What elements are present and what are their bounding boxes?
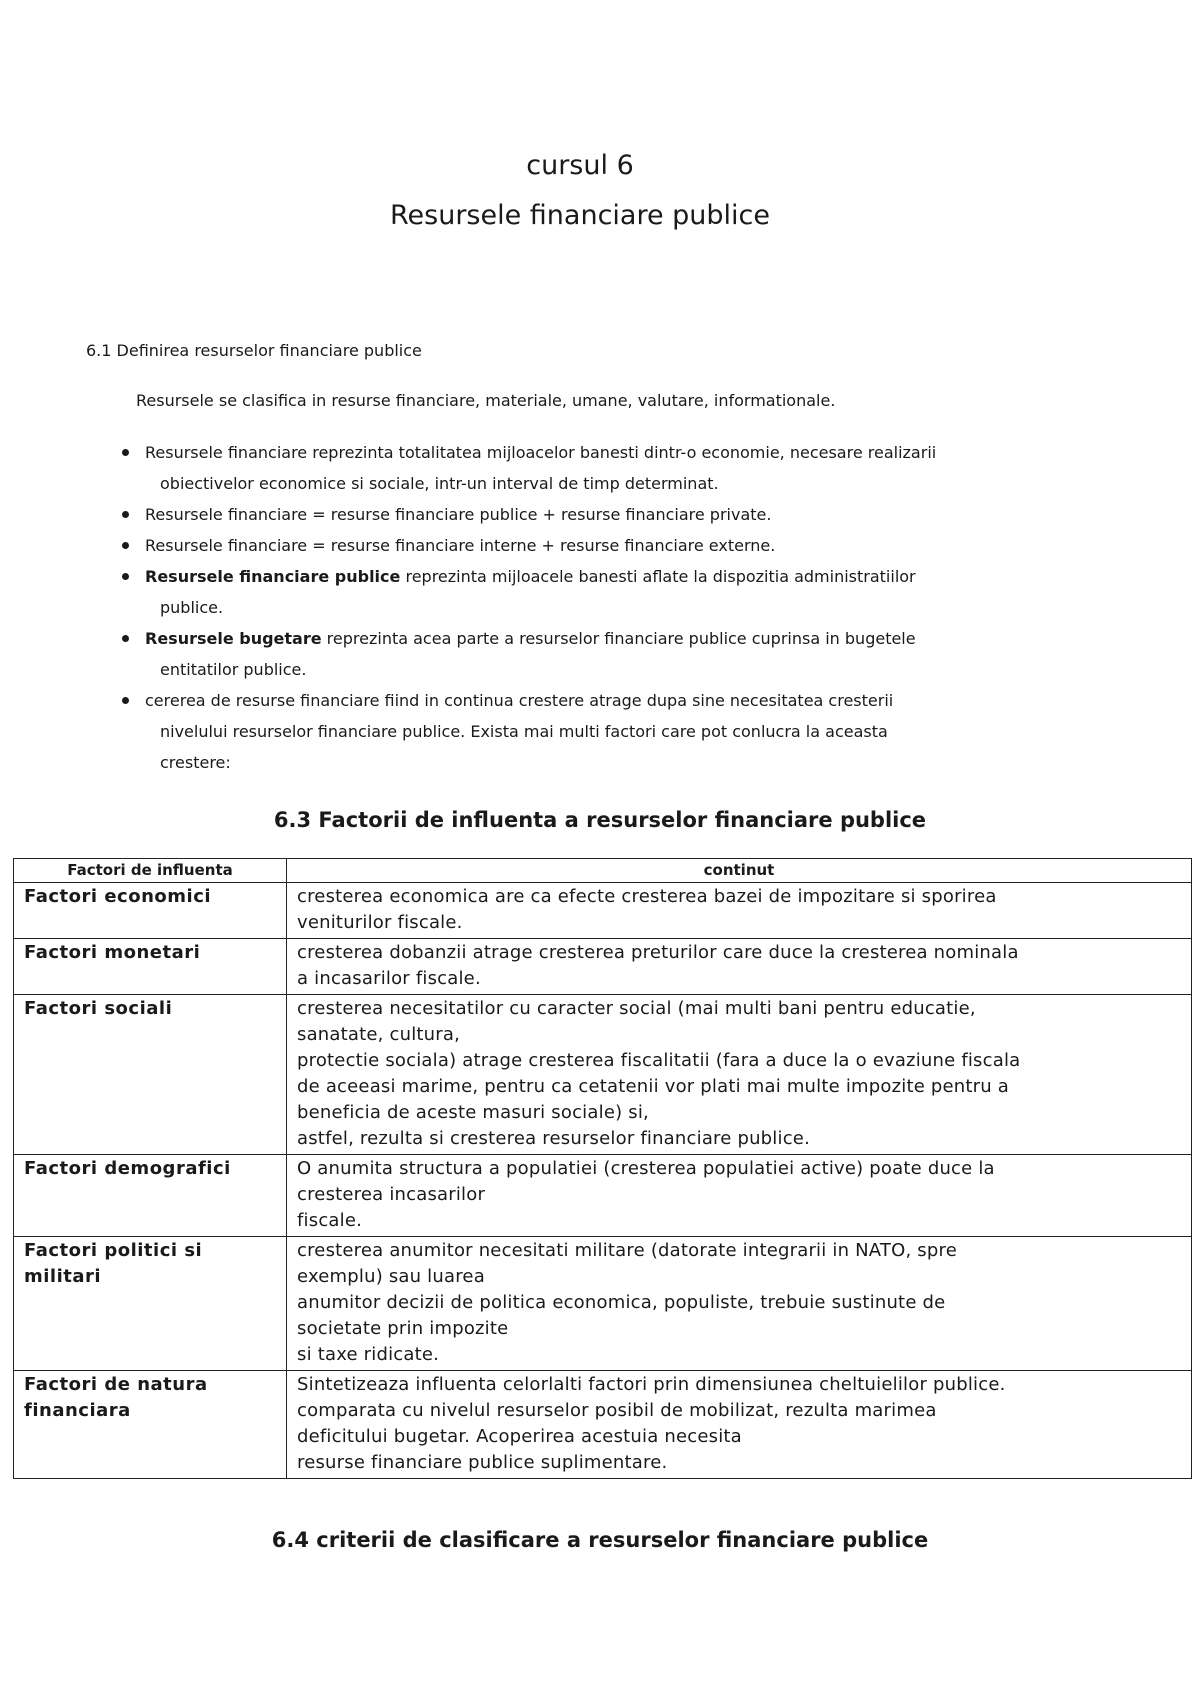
- factor-content-cell: [287, 939, 1192, 995]
- content-line: cresterea economica are ca efecte cresterea bazei de impozitare si sporirea: [297, 886, 997, 907]
- list-item: Resursele financiare publice reprezinta mijloacele banesti aflate la dispozitia administratiilor publice.: [118, 561, 1058, 623]
- table-row: [14, 883, 1192, 939]
- bullet-icon: [122, 573, 129, 580]
- factor-content-cell: [287, 1371, 1192, 1479]
- column-header-content: continut: [287, 859, 1192, 883]
- page-title: Resursele financiare publice: [389, 200, 771, 231]
- list-item: Resursele financiare = resurse financiare interne + resurse financiare externe.: [118, 530, 1058, 561]
- bullet-icon: [122, 511, 129, 518]
- content-line: protectie sociala) atrage cresterea fiscalitatii (fara a duce la o evaziune fiscala: [297, 1050, 1021, 1071]
- list-item: Resursele bugetare reprezinta acea parte a resurselor financiare publice cuprinsa in bugetele entitatilor publice.: [118, 623, 1058, 685]
- content-line: comparata cu nivelul resurselor posibil de mobilizat, rezulta marimea: [297, 1400, 937, 1421]
- list-item: Resursele financiare = resurse financiare publice + resurse financiare private.: [118, 499, 1058, 530]
- factor-content-cell: [287, 883, 1192, 939]
- resources-bullet-list: [118, 437, 1058, 778]
- bullet-icon: [122, 542, 129, 549]
- factors-table: [13, 858, 1192, 1479]
- column-header-factor: Factori de influenta: [14, 859, 287, 883]
- factor-content-cell: [287, 995, 1192, 1155]
- content-line: Sintetizeaza influenta celorlalti factori prin dimensiunea cheltuielilor publice.: [297, 1374, 1006, 1395]
- table-header-row: [14, 859, 1192, 883]
- content-line: anumitor decizii de politica economica, populiste, trebuie sustinute de: [297, 1292, 946, 1313]
- factor-content-cell: [287, 1155, 1192, 1237]
- content-line: a incasarilor fiscale.: [297, 968, 481, 989]
- factor-name-cell: Factori economici: [14, 883, 287, 939]
- content-line: cresterea incasarilor: [297, 1184, 486, 1205]
- content-line: cresterea anumitor necesitati militare (datorate integrarii in NATO, spre: [297, 1240, 957, 1261]
- content-line: deficitului bugetar. Acoperirea acestuia necesita: [297, 1426, 742, 1447]
- content-line: exemplu) sau luarea: [297, 1266, 485, 1287]
- section-63-heading: 6.3 Factorii de influenta a resurselor financiare publice: [273, 808, 927, 832]
- table-row: [14, 1155, 1192, 1237]
- content-line: cresterea necesitatilor cu caracter social (mai multi bani pentru educatie,: [297, 998, 976, 1019]
- list-item: cererea de resurse financiare fiind in continua crestere atrage dupa sine necesitatea cresterii nivelului resurselor financiare publice. Exista mai multi factori care pot conlucra la aceasta crestere:: [118, 685, 1058, 778]
- table-row: [14, 1371, 1192, 1479]
- factor-name-cell: Factori sociali: [14, 995, 287, 1155]
- content-line: de aceeasi marime, pentru ca cetatenii vor plati mai multe impozite pentru a: [297, 1076, 1010, 1097]
- factor-name-cell: Factori de natura financiara: [14, 1371, 287, 1479]
- section-64-heading: 6.4 criterii de clasificare a resurselor financiare publice: [271, 1528, 929, 1552]
- factor-name-cell: Factori monetari: [14, 939, 287, 995]
- content-line: astfel, rezulta si cresterea resurselor financiare publice.: [297, 1128, 811, 1149]
- bullet-icon: [122, 449, 129, 456]
- content-line: fiscale.: [297, 1210, 363, 1231]
- content-line: resurse financiare publice suplimentare.: [297, 1452, 668, 1473]
- content-line: societate prin impozite: [297, 1318, 509, 1339]
- table-row: [14, 939, 1192, 995]
- course-number: cursul 6: [526, 150, 634, 181]
- intro-paragraph: Resursele se clasifica in resurse financiare, materiale, umane, valutare, informationale.: [136, 391, 836, 410]
- content-line: O anumita structura a populatiei (cresterea populatiei active) poate duce la: [297, 1158, 995, 1179]
- bullet-icon: [122, 697, 129, 704]
- list-item: Resursele financiare reprezinta totalitatea mijloacelor banesti dintr-o economie, necesare realizarii obiectivelor economice si sociale, intr-un interval de timp determinat.: [118, 437, 1058, 499]
- content-line: si taxe ridicate.: [297, 1344, 440, 1365]
- content-line: sanatate, cultura,: [297, 1024, 461, 1045]
- table-row: [14, 995, 1192, 1155]
- bullet-icon: [122, 635, 129, 642]
- table-row: [14, 1237, 1192, 1371]
- content-line: cresterea dobanzii atrage cresterea preturilor care duce la cresterea nominala: [297, 942, 1019, 963]
- section-61-heading: 6.1 Definirea resurselor financiare publice: [86, 341, 422, 360]
- factor-name-cell: Factori demografici: [14, 1155, 287, 1237]
- content-line: veniturilor fiscale.: [297, 912, 463, 933]
- factor-content-cell: [287, 1237, 1192, 1371]
- factor-name-cell: Factori politici si militari: [14, 1237, 287, 1371]
- content-line: beneficia de aceste masuri sociale) si,: [297, 1102, 649, 1123]
